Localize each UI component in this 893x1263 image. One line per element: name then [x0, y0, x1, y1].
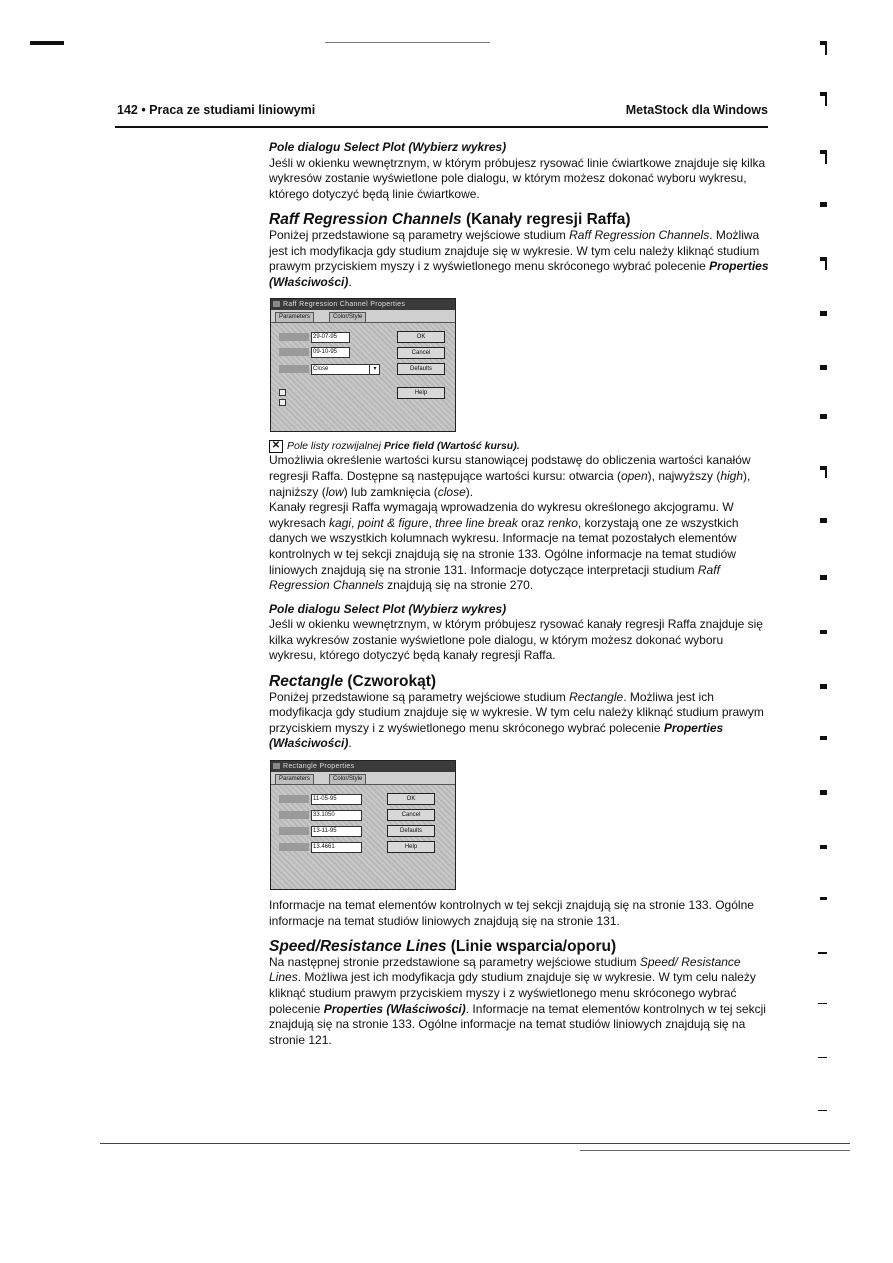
caption-text	[287, 440, 520, 453]
scan-edge-mark	[818, 1003, 827, 1004]
control-caption	[269, 440, 769, 453]
scan-edge-mark	[825, 92, 827, 106]
text: ), najwyższy (	[647, 468, 721, 483]
section-title-speed-resistance	[269, 939, 769, 955]
scan-edge-mark	[825, 466, 827, 478]
text: Na następnej stronie przedstawione są parametry wejściowe studium	[269, 954, 640, 969]
title-italic: Rectangle	[269, 673, 344, 691]
dialog-panel	[271, 322, 455, 431]
start-date-field[interactable]: 11-05-95	[311, 794, 362, 805]
tab-color-style[interactable]: Color/Style	[329, 774, 366, 784]
section-title-raff	[269, 212, 769, 228]
title-italic: Raff Regression Channels	[269, 211, 462, 229]
scan-edge-mark	[825, 150, 827, 164]
text-italic: three line break	[435, 515, 518, 530]
text-italic: Raff Regression Channels	[569, 227, 710, 242]
text-italic: Raff Regression Channels	[269, 562, 720, 593]
text-bold-italic: Properties (Właściwości)	[269, 259, 769, 289]
scan-edge-mark	[820, 575, 827, 580]
scan-edge-mark	[825, 257, 827, 270]
text: Umożliwia określenie wartości kursu stanowiącej podstawę do obliczenia wartości kanałów regresji Raffa. Dostępne są następujące wartości kursu: otwarcia (	[269, 453, 751, 483]
text: Kanały regresji Raffa wymagają wprowadzenia do wykresu określonego akcjogramu. W wykresach	[269, 500, 734, 530]
dialog-title: Rectangle Properties	[283, 763, 355, 771]
checkbox[interactable]	[279, 389, 286, 396]
scan-edge-mark	[820, 518, 827, 523]
text-italic: Speed/ Resistance Lines	[269, 954, 741, 985]
scan-mark	[30, 41, 64, 45]
price-field-label	[279, 365, 309, 373]
end-value-field[interactable]: 13.4661	[311, 842, 362, 853]
scan-edge-mark	[820, 365, 827, 370]
page-body	[269, 140, 769, 1048]
tab-parameters[interactable]: Parameters	[275, 774, 314, 784]
start-value-label	[279, 811, 309, 819]
paragraph	[269, 453, 769, 500]
scan-edge-mark	[820, 630, 827, 634]
text: Poniżej przedstawione są parametry wejściowe studium	[269, 227, 570, 242]
start-date-label	[279, 795, 309, 803]
dialog-tabs	[271, 310, 455, 322]
checkbox[interactable]	[279, 399, 286, 406]
dialog-title: Raff Regression Channel Properties	[283, 301, 406, 309]
paragraph	[269, 690, 769, 752]
end-value-label	[279, 843, 309, 851]
end-date-field[interactable]: 13-11-95	[311, 826, 362, 837]
header-right: MetaStock dla Windows	[625, 103, 768, 117]
text: ) lub zamknięcia (	[343, 484, 438, 499]
dialog-title-bar	[271, 299, 455, 310]
end-date-label	[279, 348, 309, 356]
dialog-tabs	[271, 772, 455, 784]
text-bold-italic: Properties (Właściwości)	[323, 1001, 466, 1016]
scan-bottom-line	[100, 1143, 850, 1144]
start-date-field[interactable]: 29-07-95	[311, 332, 350, 343]
text-italic: high	[720, 468, 744, 483]
text: .	[348, 274, 352, 289]
header-left: 142 • Praca ze studiami liniowymi	[117, 103, 316, 117]
cancel-button[interactable]: Cancel	[387, 809, 435, 821]
text-italic: Rectangle	[569, 689, 624, 704]
title-italic: Speed/Resistance Lines	[269, 938, 447, 956]
section-title-rectangle	[269, 674, 769, 690]
defaults-button[interactable]: Defaults	[397, 363, 445, 375]
scan-edge-mark	[820, 202, 827, 207]
defaults-button[interactable]: Defaults	[387, 825, 435, 837]
scan-edge-mark	[820, 684, 827, 689]
dropdown-control-icon: ✕	[269, 440, 283, 453]
text: . Informacje na temat elementów kontrolnych w tej sekcji znajdują się na stronie 133. Ogólne informacje na temat studiów liniowych znajdują się na stronie 121.	[269, 1001, 766, 1047]
text: , korzystają one ze wszystkich danych we wszystkich kolumnach wykresu. Informacje na temat pozostałych elementów kontrolnych w tej sekcji znajdują się na stronie 133. Ogólne informacje na temat studiów liniowych znajdują się na stronie 131. Informacje dotyczące interpretacji studium	[269, 515, 739, 577]
text-italic: point & figure	[357, 515, 429, 530]
text: .	[348, 736, 352, 751]
rectangle-properties-dialog	[270, 760, 456, 890]
title-plain: (Czworokąt)	[343, 673, 437, 691]
subheading-select-plot: Pole dialogu Select Plot (Wybierz wykres)	[269, 601, 507, 616]
raff-properties-dialog	[270, 298, 456, 432]
scan-edge-mark	[820, 897, 827, 900]
tab-parameters[interactable]: Parameters	[275, 312, 314, 322]
start-value-field[interactable]: 33.1050	[311, 810, 362, 821]
text: ).	[465, 484, 474, 499]
dialog-title-bar	[271, 761, 455, 772]
dialog-panel	[271, 784, 455, 889]
title-plain: (Linie wsparcia/oporu)	[446, 938, 617, 956]
end-date-label	[279, 827, 309, 835]
subheading-select-plot: Pole dialogu Select Plot (Wybierz wykres)	[269, 140, 507, 154]
text: . Możliwa jest ich modyfikacja gdy studium znajduje się w wykresie. W tym celu należy kliknąć studium prawym przyciskiem myszy i z wyświetlonego menu skróconego wybrać polecenie	[269, 970, 756, 1016]
paragraph	[269, 500, 769, 594]
price-field-dropdown[interactable]: Close	[311, 364, 370, 375]
text: . Możliwa jest ich modyfikacja gdy studium znajduje się w wykresie. W tym celu należy kliknąć studium prawym przyciskiem myszy i z wyświetlonego menu skróconego wybrać polecenie	[269, 689, 764, 735]
paragraph	[269, 228, 769, 290]
paragraph: Jeśli w okienku wewnętrznym, w którym próbujesz rysować linie ćwiartkowe znajduje się kilka wykresów zostanie wyświetlone pole dialogu, w którym możesz dokonać wyboru wykresu, którego dotyczyć będą linie ćwiartkowe.	[269, 155, 766, 201]
scan-edge-mark	[820, 845, 827, 849]
text-italic: open	[620, 468, 648, 483]
scan-line	[325, 42, 490, 43]
text: ), najniższy (	[269, 468, 751, 499]
ok-button[interactable]: OK	[387, 793, 435, 805]
title-plain: (Kanały regresji Raffa)	[461, 211, 631, 229]
text: ,	[428, 515, 436, 530]
scan-edge-mark	[820, 736, 827, 740]
text: oraz	[517, 515, 548, 530]
paragraph: Jeśli w okienku wewnętrznym, w którym próbujesz rysować kanały regresji Raffa znajduje się kilka wykresów zostanie wyświetlone pole dialogu, w którym możesz dokonać wyboru wykresu, którego dotyczyć będą kanały regresji Raffa.	[269, 617, 763, 663]
cancel-button[interactable]: Cancel	[397, 347, 445, 359]
scan-edge-mark	[818, 1110, 827, 1111]
scan-bottom-line	[580, 1150, 850, 1151]
scan-edge-mark	[820, 790, 827, 795]
system-menu-icon	[273, 301, 280, 307]
tab-color-style[interactable]: Color/Style	[329, 312, 366, 322]
text-italic: renko	[547, 515, 578, 530]
text-italic: low	[325, 484, 344, 499]
help-button[interactable]: Help	[387, 841, 435, 853]
scan-edge-mark	[825, 41, 827, 55]
ok-button[interactable]: OK	[397, 331, 445, 343]
text: .	[516, 440, 520, 453]
header-rule	[115, 126, 768, 128]
text: znajdują się na stronie 270.	[383, 578, 534, 593]
start-date-label	[279, 333, 309, 341]
scan-edge-mark	[818, 1057, 827, 1058]
system-menu-icon	[273, 763, 280, 769]
paragraph: Informacje na temat elementów kontrolnych w tej sekcji znajdują się na stronie 133. Ogólne informacje na temat studiów liniowych znajdują się na stronie 131.	[269, 898, 754, 928]
help-button[interactable]: Help	[397, 387, 445, 399]
scan-edge-mark	[820, 414, 827, 419]
text-italic: kagi	[329, 515, 352, 530]
text: . Możliwa jest ich modyfikacja gdy studium znajduje się w wykresie. W tym celu należy kliknąć studium prawym przyciskiem myszy i z wyświetlonego menu skróconego wybrać polecenie	[269, 227, 760, 274]
text: ,	[351, 515, 358, 530]
text: Price field (Wartość kursu)	[383, 440, 517, 453]
text-bold-italic: Properties (Właściwości)	[269, 720, 724, 751]
text-italic: close	[437, 484, 466, 499]
scan-edge-mark	[818, 952, 827, 954]
end-date-field[interactable]: 09-10-95	[311, 347, 350, 358]
text: Pole listy rozwijalnej	[287, 440, 384, 453]
paragraph	[269, 955, 769, 1049]
scan-edge-mark	[820, 311, 827, 316]
text: Poniżej przedstawione są parametry wejściowe studium	[269, 689, 570, 704]
dropdown-arrow-icon[interactable]: ▾	[369, 364, 380, 375]
